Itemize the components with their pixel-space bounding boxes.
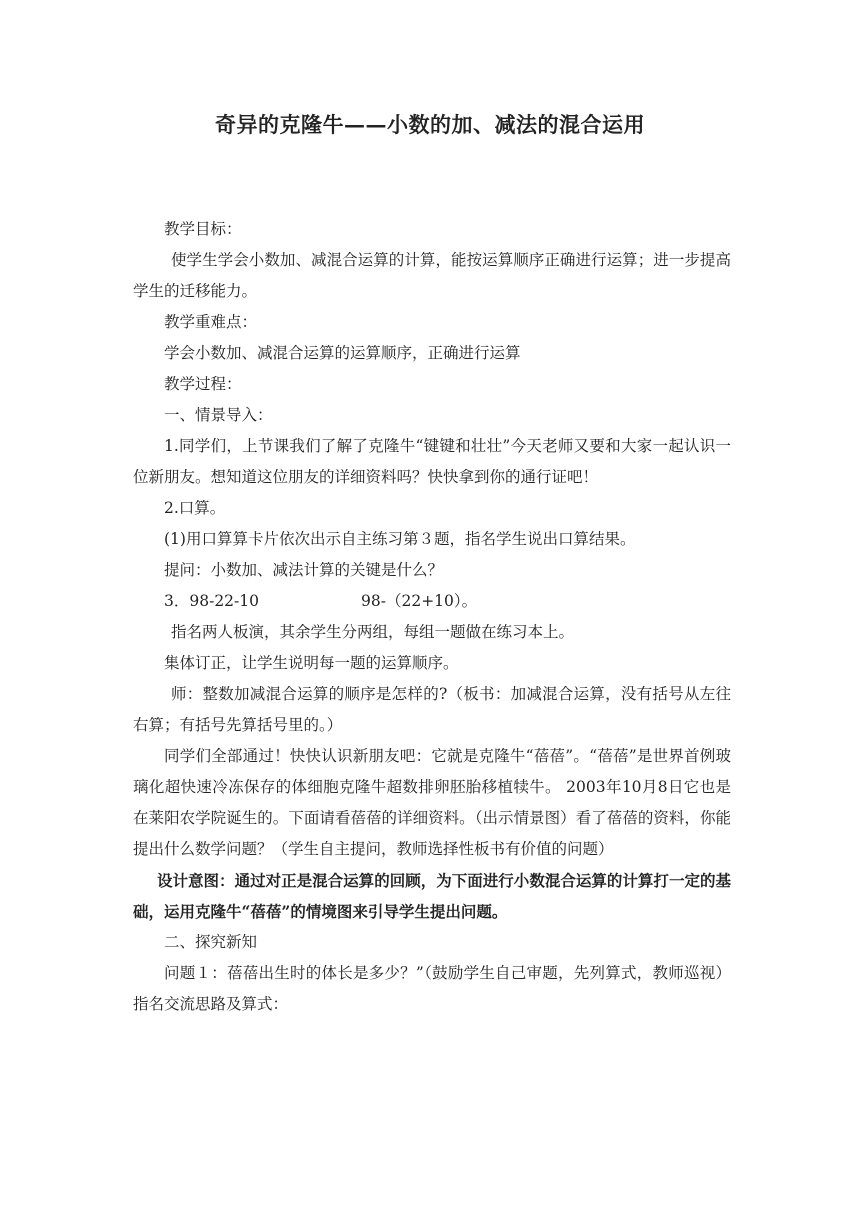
teacher-text: 师：整数加减混合运算的顺序是怎样的?（板书：加减混合运算，没有括号从左往右算；有括号先算括号里的。）	[133, 685, 731, 734]
section-1-heading: 一、情景导入：	[164, 406, 273, 424]
problem-1-text: 问题１：蓓蓓出生时的体长是多少？”（鼓励学生自己审题，先列算式，教师巡视）指名交流思路及算式：	[133, 964, 731, 1013]
goal-heading: 教学目标：	[164, 220, 242, 238]
item-2-text: 2.口算。	[164, 499, 226, 517]
design-intent-text: 设计意图：通过对正是混合运算的回顾，为下面进行小数混合运算的计算打一定的基础，运用克隆牛“蓓蓓”的情境图来引导学生提出问题。	[133, 871, 731, 921]
goal-text: 使学生学会小数加、减混合运算的计算，能按运算顺序正确进行运算；进一步提高学生的迁移能力。	[133, 251, 731, 300]
section-2-heading: 二、探究新知	[164, 933, 258, 951]
key-heading: 教学重难点：	[164, 313, 258, 331]
item-2-sub-text: (1)用口算算卡片依次出示自主练习第３题，指名学生说出口算结果。	[164, 530, 636, 548]
calc-expression-left: 3．98-22-10	[164, 592, 260, 610]
board-text: 指名两人板演，其余学生分两组，每组一题做在练习本上。	[171, 623, 575, 641]
document-title: 奇异的克隆牛——小数的加、减法的混合运用	[215, 112, 645, 137]
intro-new-friend-text: 同学们全部通过！快快认识新朋友吧：它就是克隆牛“蓓蓓”。“蓓蓓”是世界首例玻璃化超快速冷冻保存的体细胞克隆牛超数排卵胚胎移植犊牛。 2003年10月8日它也是在莱阳农学院诞生的。下面请看蓓蓓的详细资料。（出示情景图）看了蓓蓓的资料，你能提出什么数学问题？（学生自主提问，教师选择性板书有价值的问题）	[133, 747, 731, 858]
question-1-text: 提问：小数加、减法计算的关键是什么？	[164, 561, 444, 579]
process-heading: 教学过程：	[164, 375, 242, 393]
item-1-text: 1.同学们，上节课我们了解了克隆牛“键键和壮壮”今天老师又要和大家一起认识一位新朋友。想知道这位朋友的详细资料吗？快快拿到你的通行证吧！	[133, 437, 731, 486]
calc-expression-right: 98-（22+10）。	[361, 592, 478, 610]
calculation-row	[133, 586, 731, 617]
key-text: 学会小数加、减混合运算的运算顺序，正确进行运算	[164, 344, 521, 362]
document-body	[133, 214, 731, 1020]
collect-text: 集体订正，让学生说明每一题的运算顺序。	[164, 654, 459, 672]
